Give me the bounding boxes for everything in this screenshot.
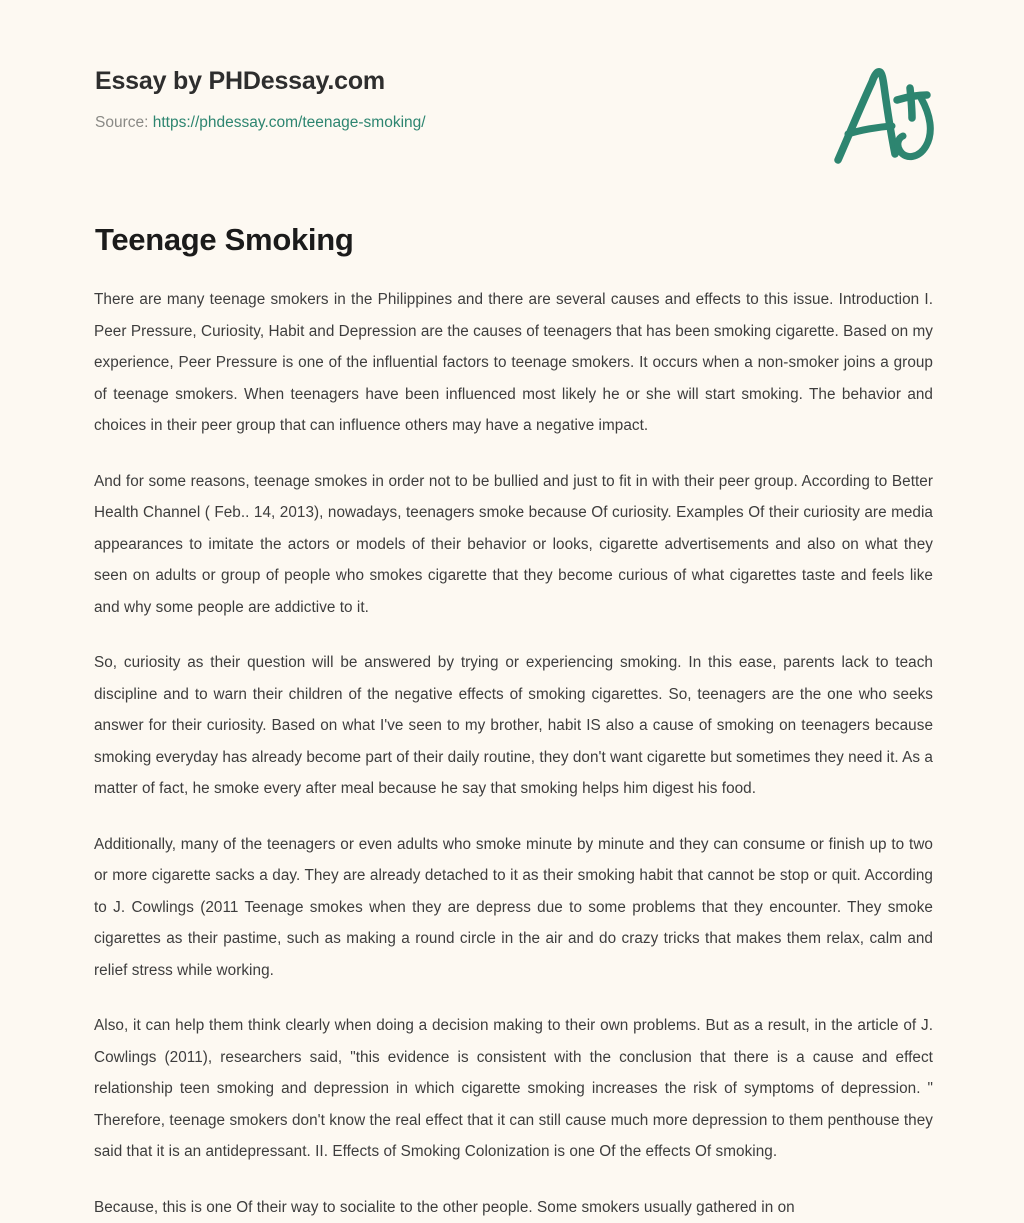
essay-body [94, 284, 933, 1223]
paragraph: Because, this is one Of their way to socialite to the other people. Some smokers usually gathered in on [94, 1192, 933, 1223]
page-header [95, 68, 944, 188]
source-label: Source: [95, 114, 148, 131]
source-line [95, 114, 944, 133]
page-title: Teenage Smoking [95, 222, 354, 258]
paragraph: So, curiosity as their question will be answered by trying or experiencing smoking. In this ease, parents lack to teach discipline and to warn their children of the negative effects of smoking cigarettes. So, teenagers are the one who seeks answer for their curiosity. Based on what I've seen to my brother, habit IS also a cause of smoking on teenagers because smoking everyday has already become part of their daily routine, they don't want cigarette but sometimes they need it. As a matter of fact, he smoke every after meal because he say that smoking helps him digest his food. [94, 647, 933, 805]
brand-title: Essay by PHDessay.com [95, 68, 944, 96]
paragraph: There are many teenage smokers in the Philippines and there are several causes and effects to this issue. Introduction I. Peer Pressure, Curiosity, Habit and Depression are the causes of teenagers that has been smoking cigarette. Based on my experience, Peer Pressure is one of the influential factors to teenage smokers. It occurs when a non-smoker joins a group of teenage smokers. When teenagers have been influenced most likely he or she will start smoking. The behavior and choices in their peer group that can influence others may have a negative impact. [94, 284, 933, 442]
paragraph: And for some reasons, teenage smokes in order not to be bullied and just to fit in with their peer group. According to Better Health Channel ( Feb.. 14, 2013), nowadays, teenagers smoke because Of curiosity. Examples Of their curiosity are media appearances to imitate the actors or models of their behavior or looks, cigarette advertisements and also on what they seen on adults or group of people who smokes cigarette that they become curious of what cigarettes taste and feels like and why some people are addictive to it. [94, 466, 933, 624]
a-plus-logo-icon [826, 62, 946, 172]
paragraph: Also, it can help them think clearly when doing a decision making to their own problems. But as a result, in the article of J. Cowlings (2011), researchers said, "this evidence is consistent with the conclusion that there is a cause and effect relationship teen smoking and depression in which cigarette smoking increases the risk of symptoms of depression. " Therefore, teenage smokers don't know the real effect that it can still cause much more depression to them penthouse they said that it is an antidepressant. II. Effects of Smoking Colonization is one Of the effects Of smoking. [94, 1010, 933, 1168]
paragraph: Additionally, many of the teenagers or even adults who smoke minute by minute and they can consume or finish up to two or more cigarette sacks a day. They are already detached to it as their smoking habit that cannot be stop or quit. According to J. Cowlings (2011 Teenage smokes when they are depress due to some problems that they encounter. They smoke cigarettes as their pastime, such as making a round circle in the air and do crazy tricks that makes them relax, calm and relief stress while working. [94, 829, 933, 987]
source-url-link[interactable]: https://phdessay.com/teenage-smoking/ [153, 114, 426, 131]
